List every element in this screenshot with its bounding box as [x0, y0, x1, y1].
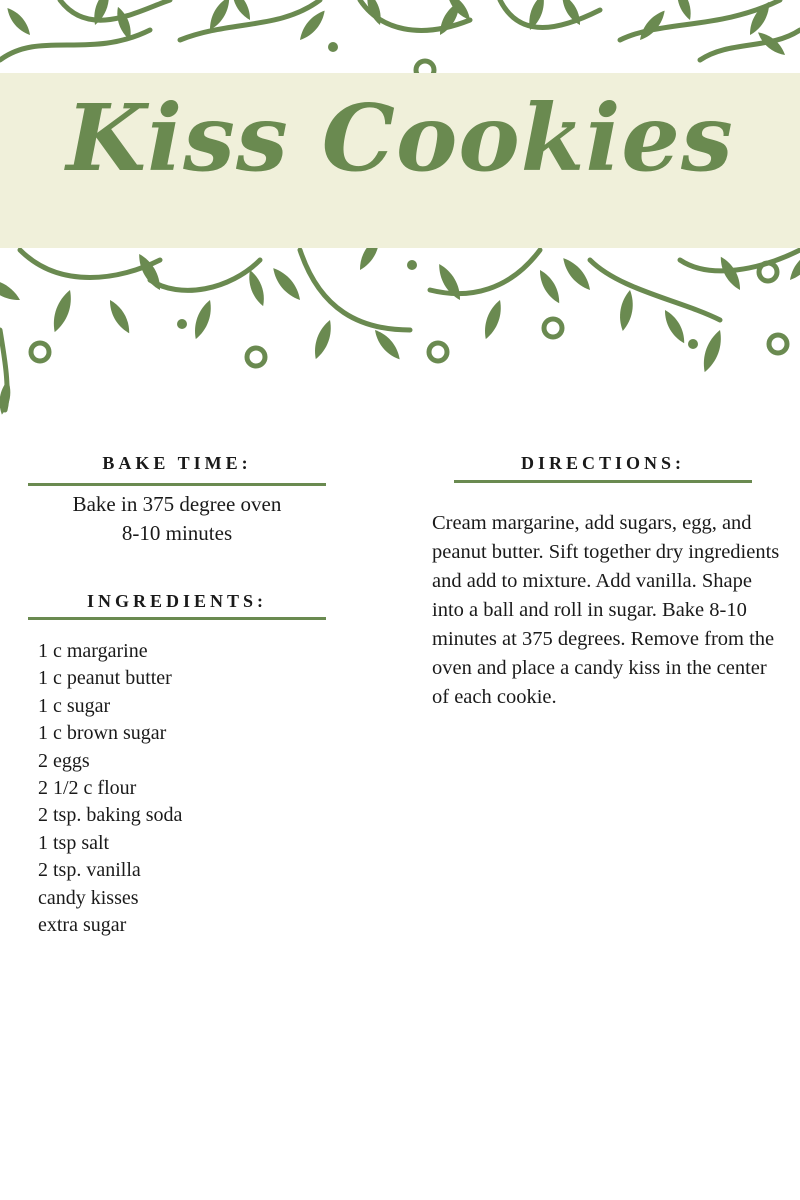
- ingredient-item: 1 c margarine: [38, 640, 148, 662]
- bake-time-duration: 8-10 minutes: [121, 521, 233, 545]
- ingredient-item: 1 tsp salt: [38, 831, 110, 854]
- ingredient-item: 2 tsp. baking soda: [38, 804, 183, 827]
- ingredient-item: 2 eggs: [38, 749, 90, 772]
- ingredient-item: 2 1/2 c flour: [38, 777, 137, 800]
- ingredients-list: [38, 638, 328, 939]
- directions-heading: DIRECTIONS:: [520, 453, 686, 473]
- bake-time-heading: BAKE TIME:: [102, 453, 252, 473]
- ingredient-item: 1 c peanut butter: [38, 667, 172, 690]
- ingredients-heading: INGREDIENTS:: [86, 591, 268, 611]
- ingredient-item: 2 tsp. vanilla: [38, 859, 141, 882]
- ingredient-item: 1 c brown sugar: [38, 722, 167, 745]
- directions-divider: [454, 480, 752, 483]
- ingredient-item: extra sugar: [38, 914, 127, 937]
- recipe-title: Kiss Cookies: [66, 84, 734, 192]
- ingredients-divider: [28, 617, 326, 620]
- bake-time-text: [28, 490, 326, 548]
- ingredient-item: 1 c sugar: [38, 694, 111, 717]
- ingredient-item: candy kisses: [38, 886, 139, 909]
- bake-time-divider: [28, 483, 326, 486]
- bake-time-temperature: Bake in 375 degree oven: [72, 492, 282, 516]
- directions-text: Cream margarine, add sugars, egg, and peanut butter. Sift together dry ingredients and add to mixture. Add vanilla. Shape into a ball and roll in sugar. Bake 8-10 minutes at 375 degrees. Remove from the oven and place a candy kiss in the center of each cookie.: [432, 512, 780, 708]
